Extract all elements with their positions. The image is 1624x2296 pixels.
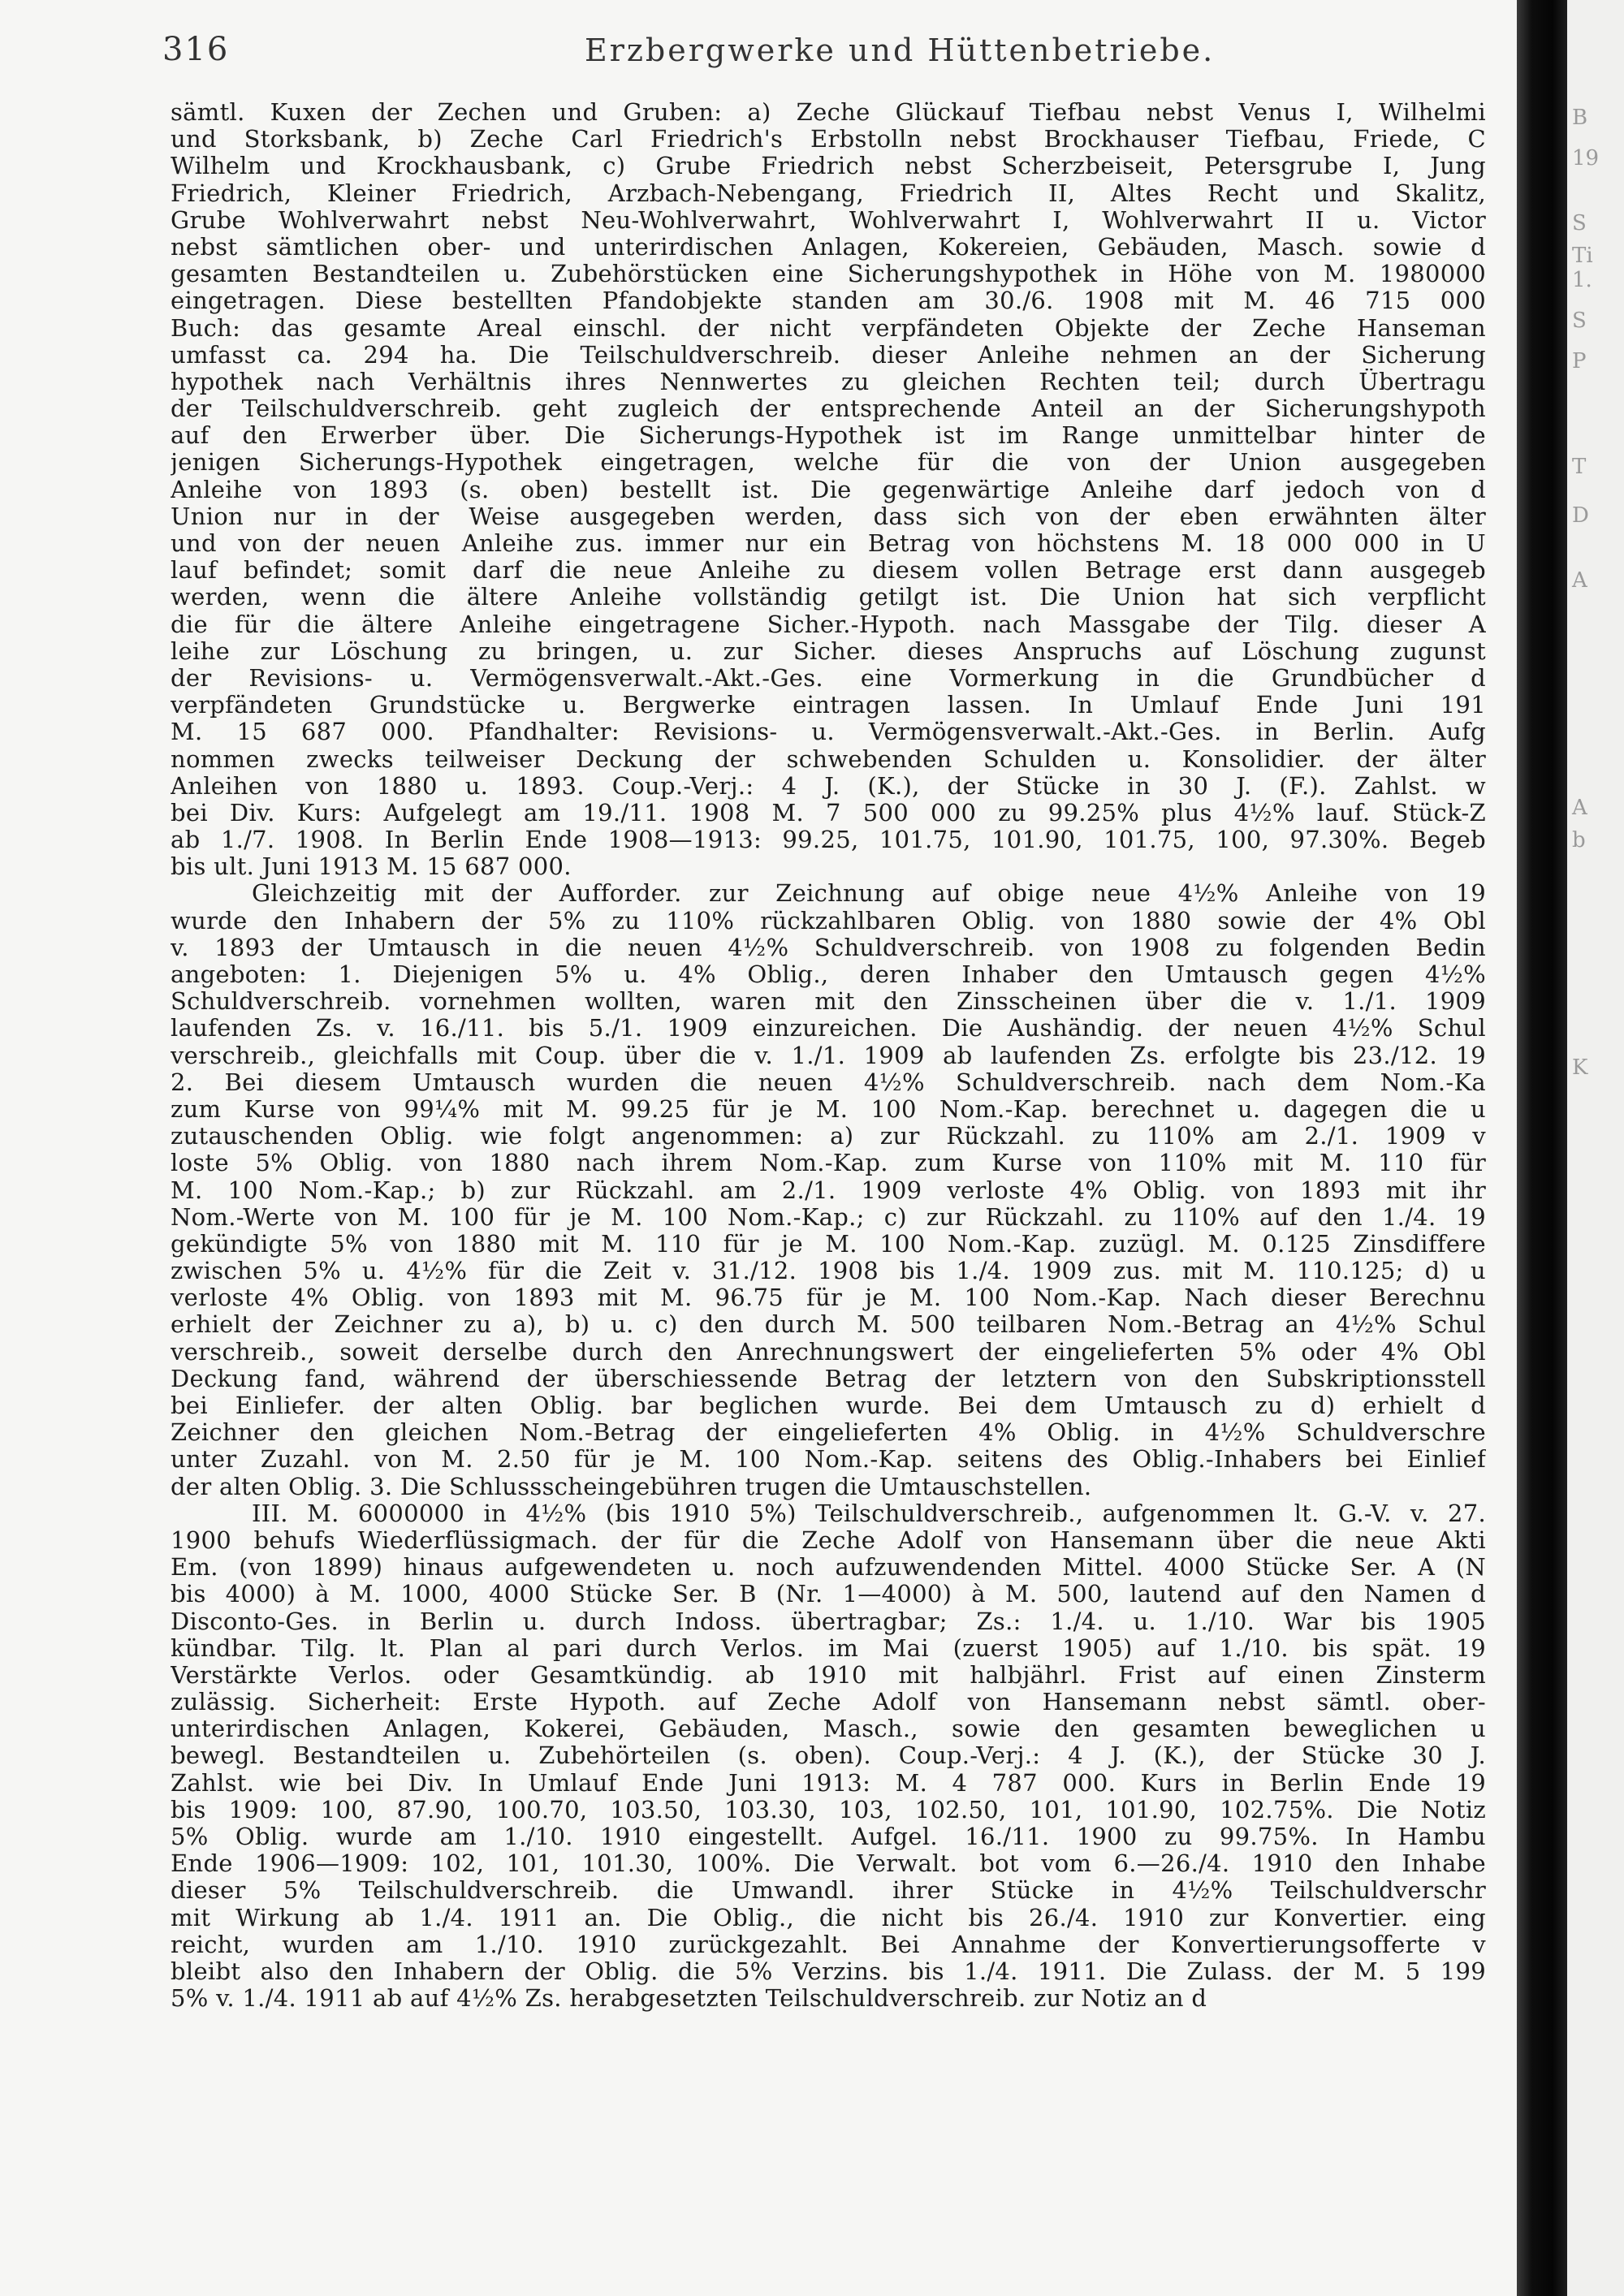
text-line: Grube Wohlverwahrt nebst Neu-Wohlverwahrt, Wohlverwahrt I, Wohlverwahrt II u. Victor	[171, 206, 1486, 234]
text-line: zwischen 5% u. 4½% für die Zeit v. 31./12. 1908 bis 1./4. 1909 zus. mit M. 110.125; d) u	[171, 1258, 1486, 1285]
adjacent-page-fragment: T	[1572, 455, 1587, 479]
body-text	[171, 99, 1486, 2283]
text-line: Deckung fand, während der überschiessende Betrag der letztern von den Subskriptionsstell	[171, 1365, 1486, 1392]
text-line: bewegl. Bestandteilen u. Zubehörteilen (s. oben). Coup.-Verj.: 4 J. (K.), der Stücke 30 J.	[171, 1742, 1486, 1770]
text-line: ab 1./7. 1908. In Berlin Ende 1908—1913: 99.25, 101.75, 101.90, 101.75, 100, 97.30%. Begeb	[171, 826, 1486, 854]
text-line: Gleichzeitig mit der Aufforder. zur Zeichnung auf obige neue 4½% Anleihe von 19	[252, 880, 1486, 908]
adjacent-page-fragment: A	[1572, 568, 1587, 593]
page-number: 316	[162, 31, 230, 68]
text-line: und Storksbank, b) Zeche Carl Friedrich's Erbstolln nebst Brockhauser Tiefbau, Friede, C	[171, 126, 1486, 153]
text-line: 1900 behufs Wiederflüssigmach. der für die Zeche Adolf von Hansemann über die neue Akti	[171, 1526, 1486, 1554]
text-line: Em. (von 1899) hinaus aufgewendeten u. noch aufzuwendenden Mittel. 4000 Stücke Ser. A (N	[171, 1554, 1486, 1582]
text-line: loste 5% Oblig. von 1880 nach ihrem Nom.-Kap. zum Kurse von 110% mit M. 110 für	[171, 1150, 1486, 1177]
text-line: Verstärkte Verlos. oder Gesamtkündig. ab 1910 mit halbjährl. Frist auf einen Zinsterm	[171, 1661, 1486, 1689]
text-line: III. M. 6000000 in 4½% (bis 1910 5%) Teilschuldverschreib., aufgenommen lt. G.-V. v. 27.	[252, 1500, 1486, 1527]
text-line: M. 15 687 000. Pfandhalter: Revisions- u. Vermögensverwalt.-Akt.-Ges. in Berlin. Aufg	[171, 719, 1486, 746]
text-line: die für die ältere Anleihe eingetragene Sicher.-Hypoth. nach Massgabe der Tilg. dieser A	[171, 611, 1486, 638]
text-line: verschreib., soweit derselbe durch den Anrechnungswert der eingelieferten 5% oder 4% Obl	[171, 1338, 1486, 1366]
text-line: Anleihen von 1880 u. 1893. Coup.-Verj.: 4 J. (K.), der Stücke in 30 J. (F.). Zahlst. w	[171, 772, 1486, 800]
text-line: Schuldverschreib. vornehmen wollten, waren mit den Zinsscheinen über die v. 1./1. 1909	[171, 988, 1486, 1016]
text-line: unter Zuzahl. von M. 2.50 für je M. 100 Nom.-Kap. seitens des Oblig.-Inhabers bei Einlief	[171, 1446, 1486, 1474]
text-line: der Revisions- u. Vermögensverwalt.-Akt.-Ges. eine Vormerkung in die Grundbücher d	[171, 664, 1486, 692]
text-line: bis 1909: 100, 87.90, 100.70, 103.50, 103.30, 103, 102.50, 101, 101.90, 102.75%. Die Notiz	[171, 1796, 1486, 1823]
text-line: unterirdischen Anlagen, Kokerei, Gebäuden, Masch., sowie den gesamten beweglichen u	[171, 1716, 1486, 1743]
text-line: v. 1893 der Umtausch in die neuen 4½% Schuldverschreib. von 1908 zu folgenden Bedin	[171, 934, 1486, 961]
running-title: Erzbergwerke und Hüttenbetriebe.	[585, 32, 1216, 68]
text-line: Nom.-Werte von M. 100 für je M. 100 Nom.-Kap.; c) zur Rückzahl. zu 110% auf den 1./4. 19	[171, 1203, 1486, 1231]
text-line: laufenden Zs. v. 16./11. bis 5./1. 1909 einzureichen. Die Aushändig. der neuen 4½% Schul	[171, 1015, 1486, 1042]
text-line: gekündigte 5% von 1880 mit M. 110 für je M. 100 Nom.-Kap. zuzügl. M. 0.125 Zinsdiffere	[171, 1230, 1486, 1258]
text-line: verpfändeten Grundstücke u. Bergwerke eintragen lassen. In Umlauf Ende Juni 191	[171, 692, 1486, 719]
text-line: Zahlst. wie bei Div. In Umlauf Ende Juni 1913: M. 4 787 000. Kurs in Berlin Ende 19	[171, 1769, 1486, 1797]
adjacent-page-fragment: S	[1572, 309, 1587, 333]
adjacent-page-fragment: D	[1572, 503, 1589, 528]
text-line: zutauschenden Oblig. wie folgt angenommen: a) zur Rückzahl. zu 110% am 2./1. 1909 v	[171, 1123, 1486, 1150]
text-line: werden, wenn die ältere Anleihe vollständig getilgt ist. Die Union hat sich verpflicht	[171, 584, 1486, 611]
text-line: zulässig. Sicherheit: Erste Hypoth. auf Zeche Adolf von Hansemann nebst sämtl. ober-	[171, 1689, 1486, 1716]
text-line: bis ult. Juni 1913 M. 15 687 000.	[171, 853, 572, 881]
text-line: jenigen Sicherungs-Hypothek eingetragen, welche für die von der Union ausgegeben	[171, 449, 1486, 477]
text-line: umfasst ca. 294 ha. Die Teilschuldverschreib. dieser Anleihe nehmen an der Sicherung	[171, 341, 1486, 369]
adjacent-page-fragment: b	[1572, 828, 1586, 852]
text-line: eingetragen. Diese bestellten Pfandobjekte standen am 30./6. 1908 mit M. 46 715 000	[171, 287, 1486, 315]
text-line: und von der neuen Anleihe zus. immer nur ein Betrag von höchstens M. 18 000 000 in U	[171, 530, 1486, 557]
text-line: mit Wirkung ab 1./4. 1911 an. Die Oblig., die nicht bis 26./4. 1910 zur Konvertier. eing	[171, 1904, 1486, 1931]
text-line: Buch: das gesamte Areal einschl. der nicht verpfändeten Objekte der Zeche Hanseman	[171, 314, 1486, 342]
text-line: nebst sämtlichen ober- und unterirdischen Anlagen, Kokereien, Gebäuden, Masch. sowie d	[171, 233, 1486, 261]
text-line: leihe zur Löschung zu bringen, u. zur Sicher. dieses Anspruchs auf Löschung zugunst	[171, 637, 1486, 665]
text-line: gesamten Bestandteilen u. Zubehörstücken eine Sicherungshypothek in Höhe von M. 1980000	[171, 261, 1486, 288]
text-line: bleibt also den Inhabern der Oblig. die 5% Verzins. bis 1./4. 1911. Die Zulass. der M. 5 199	[171, 1957, 1486, 1985]
adjacent-page-fragment: B	[1572, 106, 1588, 130]
text-line: der alten Oblig. 3. Die Schlussscheingebühren trugen die Umtauschstellen.	[171, 1473, 1092, 1500]
text-line: nommen zwecks teilweiser Deckung der schwebenden Schulden u. Konsolidier. der älter	[171, 745, 1486, 773]
text-line: 2. Bei diesem Umtausch wurden die neuen 4½% Schuldverschreib. nach dem Nom.-Ka	[171, 1068, 1486, 1096]
text-line: M. 100 Nom.-Kap.; b) zur Rückzahl. am 2./1. 1909 verloste 4% Oblig. von 1893 mit ihr	[171, 1176, 1486, 1204]
adjacent-page-fragment: 19	[1572, 146, 1600, 170]
text-line: Friedrich, Kleiner Friedrich, Arzbach-Nebengang, Friedrich II, Altes Recht und Skalitz,	[171, 179, 1486, 207]
text-line: kündbar. Tilg. lt. Plan al pari durch Verlos. im Mai (zuerst 1905) auf 1./10. bis spät. 19	[171, 1634, 1486, 1662]
text-line: lauf befindet; somit darf die neue Anleihe zu diesem vollen Betrage erst dann ausgegeb	[171, 557, 1486, 585]
text-line: zum Kurse von 99¼% mit M. 99.25 für je M. 100 Nom.-Kap. berechnet u. dagegen die u	[171, 1095, 1486, 1123]
text-line: der Teilschuldverschreib. geht zugleich der entsprechende Anteil an der Sicherungshypoth	[171, 395, 1486, 423]
adjacent-page-fragment: A	[1572, 796, 1587, 820]
text-line: reicht, wurden am 1./10. 1910 zurückgezahlt. Bei Annahme der Konvertierungsofferte v	[171, 1931, 1486, 1958]
text-line: verloste 4% Oblig. von 1893 mit M. 96.75 für je M. 100 Nom.-Kap. Nach dieser Berechnu	[171, 1284, 1486, 1312]
text-line: 5% Oblig. wurde am 1./10. 1910 eingestellt. Aufgel. 16./11. 1900 zu 99.75%. In Hambu	[171, 1823, 1486, 1850]
text-line: bei Div. Kurs: Aufgelegt am 19./11. 1908 M. 7 500 000 zu 99.25% plus 4½% lauf. Stück-Z	[171, 799, 1486, 826]
paragraph	[171, 99, 1486, 880]
text-line: sämtl. Kuxen der Zechen und Gruben: a) Zeche Glückauf Tiefbau nebst Venus I, Wilhelmi	[171, 99, 1486, 126]
text-line: dieser 5% Teilschuldverschreib. die Umwandl. ihrer Stücke in 4½% Teilschuldverschr	[171, 1877, 1486, 1905]
adjacent-page-fragment: S	[1572, 211, 1587, 235]
paragraph	[171, 1500, 1486, 2013]
adjacent-page-fragment: Ti	[1572, 244, 1593, 268]
text-line: erhielt der Zeichner zu a), b) u. c) den durch M. 500 teilbaren Nom.-Betrag an 4½% Schul	[171, 1311, 1486, 1339]
text-line: wurde den Inhabern der 5% zu 110% rückzahlbaren Oblig. von 1880 sowie der 4% Obl	[171, 907, 1486, 934]
page-header	[162, 31, 1478, 71]
adjacent-page-fragment: K	[1572, 1055, 1588, 1080]
text-line: hypothek nach Verhältnis ihres Nennwertes zu gleichen Rechten teil; durch Übertragu	[171, 368, 1486, 395]
text-line: Ende 1906—1909: 102, 101, 101.30, 100%. Die Verwalt. bot vom 6.—26./4. 1910 den Inhabe	[171, 1850, 1486, 1878]
text-line: 5% v. 1./4. 1911 ab auf 4½% Zs. herabgesetzten Teilschuldverschreib. zur Notiz an d	[171, 1985, 1207, 2013]
text-line: Anleihe von 1893 (s. oben) bestellt ist. Die gegenwärtige Anleihe darf jedoch von d	[171, 476, 1486, 503]
text-line: Wilhelm und Krockhausbank, c) Grube Friedrich nebst Scherzbeiseit, Petersgrube I, Jung	[171, 153, 1486, 180]
text-line: bei Einliefer. der alten Oblig. bar beglichen wurde. Bei dem Umtausch zu d) erhielt d	[171, 1392, 1486, 1419]
paragraph	[171, 880, 1486, 1500]
text-line: Zeichner den gleichen Nom.-Betrag der eingelieferten 4% Oblig. in 4½% Schuldverschre	[171, 1419, 1486, 1447]
text-line: Disconto-Ges. in Berlin u. durch Indoss. übertragbar; Zs.: 1./4. u. 1./10. War bis 1905	[171, 1608, 1486, 1635]
book-gutter	[1517, 0, 1567, 2296]
text-line: auf den Erwerber über. Die Sicherungs-Hypothek ist im Range unmittelbar hinter de	[171, 422, 1486, 450]
text-line: bis 4000) à M. 1000, 4000 Stücke Ser. B (Nr. 1—4000) à M. 500, lautend auf den Namen d	[171, 1581, 1486, 1608]
text-line: Union nur in der Weise ausgegeben werden, dass sich von der eben erwähnten älter	[171, 503, 1486, 530]
adjacent-page-fragment: 1.	[1572, 268, 1592, 292]
adjacent-page-edge	[1567, 0, 1624, 2296]
adjacent-page-fragment: P	[1572, 349, 1587, 373]
text-line: verschreib., gleichfalls mit Coup. über die v. 1./1. 1909 ab laufenden Zs. erfolgte bis 23./12. 19	[171, 1042, 1486, 1069]
text-line: angeboten: 1. Diejenigen 5% u. 4% Oblig., deren Inhaber den Umtausch gegen 4½%	[171, 961, 1486, 988]
